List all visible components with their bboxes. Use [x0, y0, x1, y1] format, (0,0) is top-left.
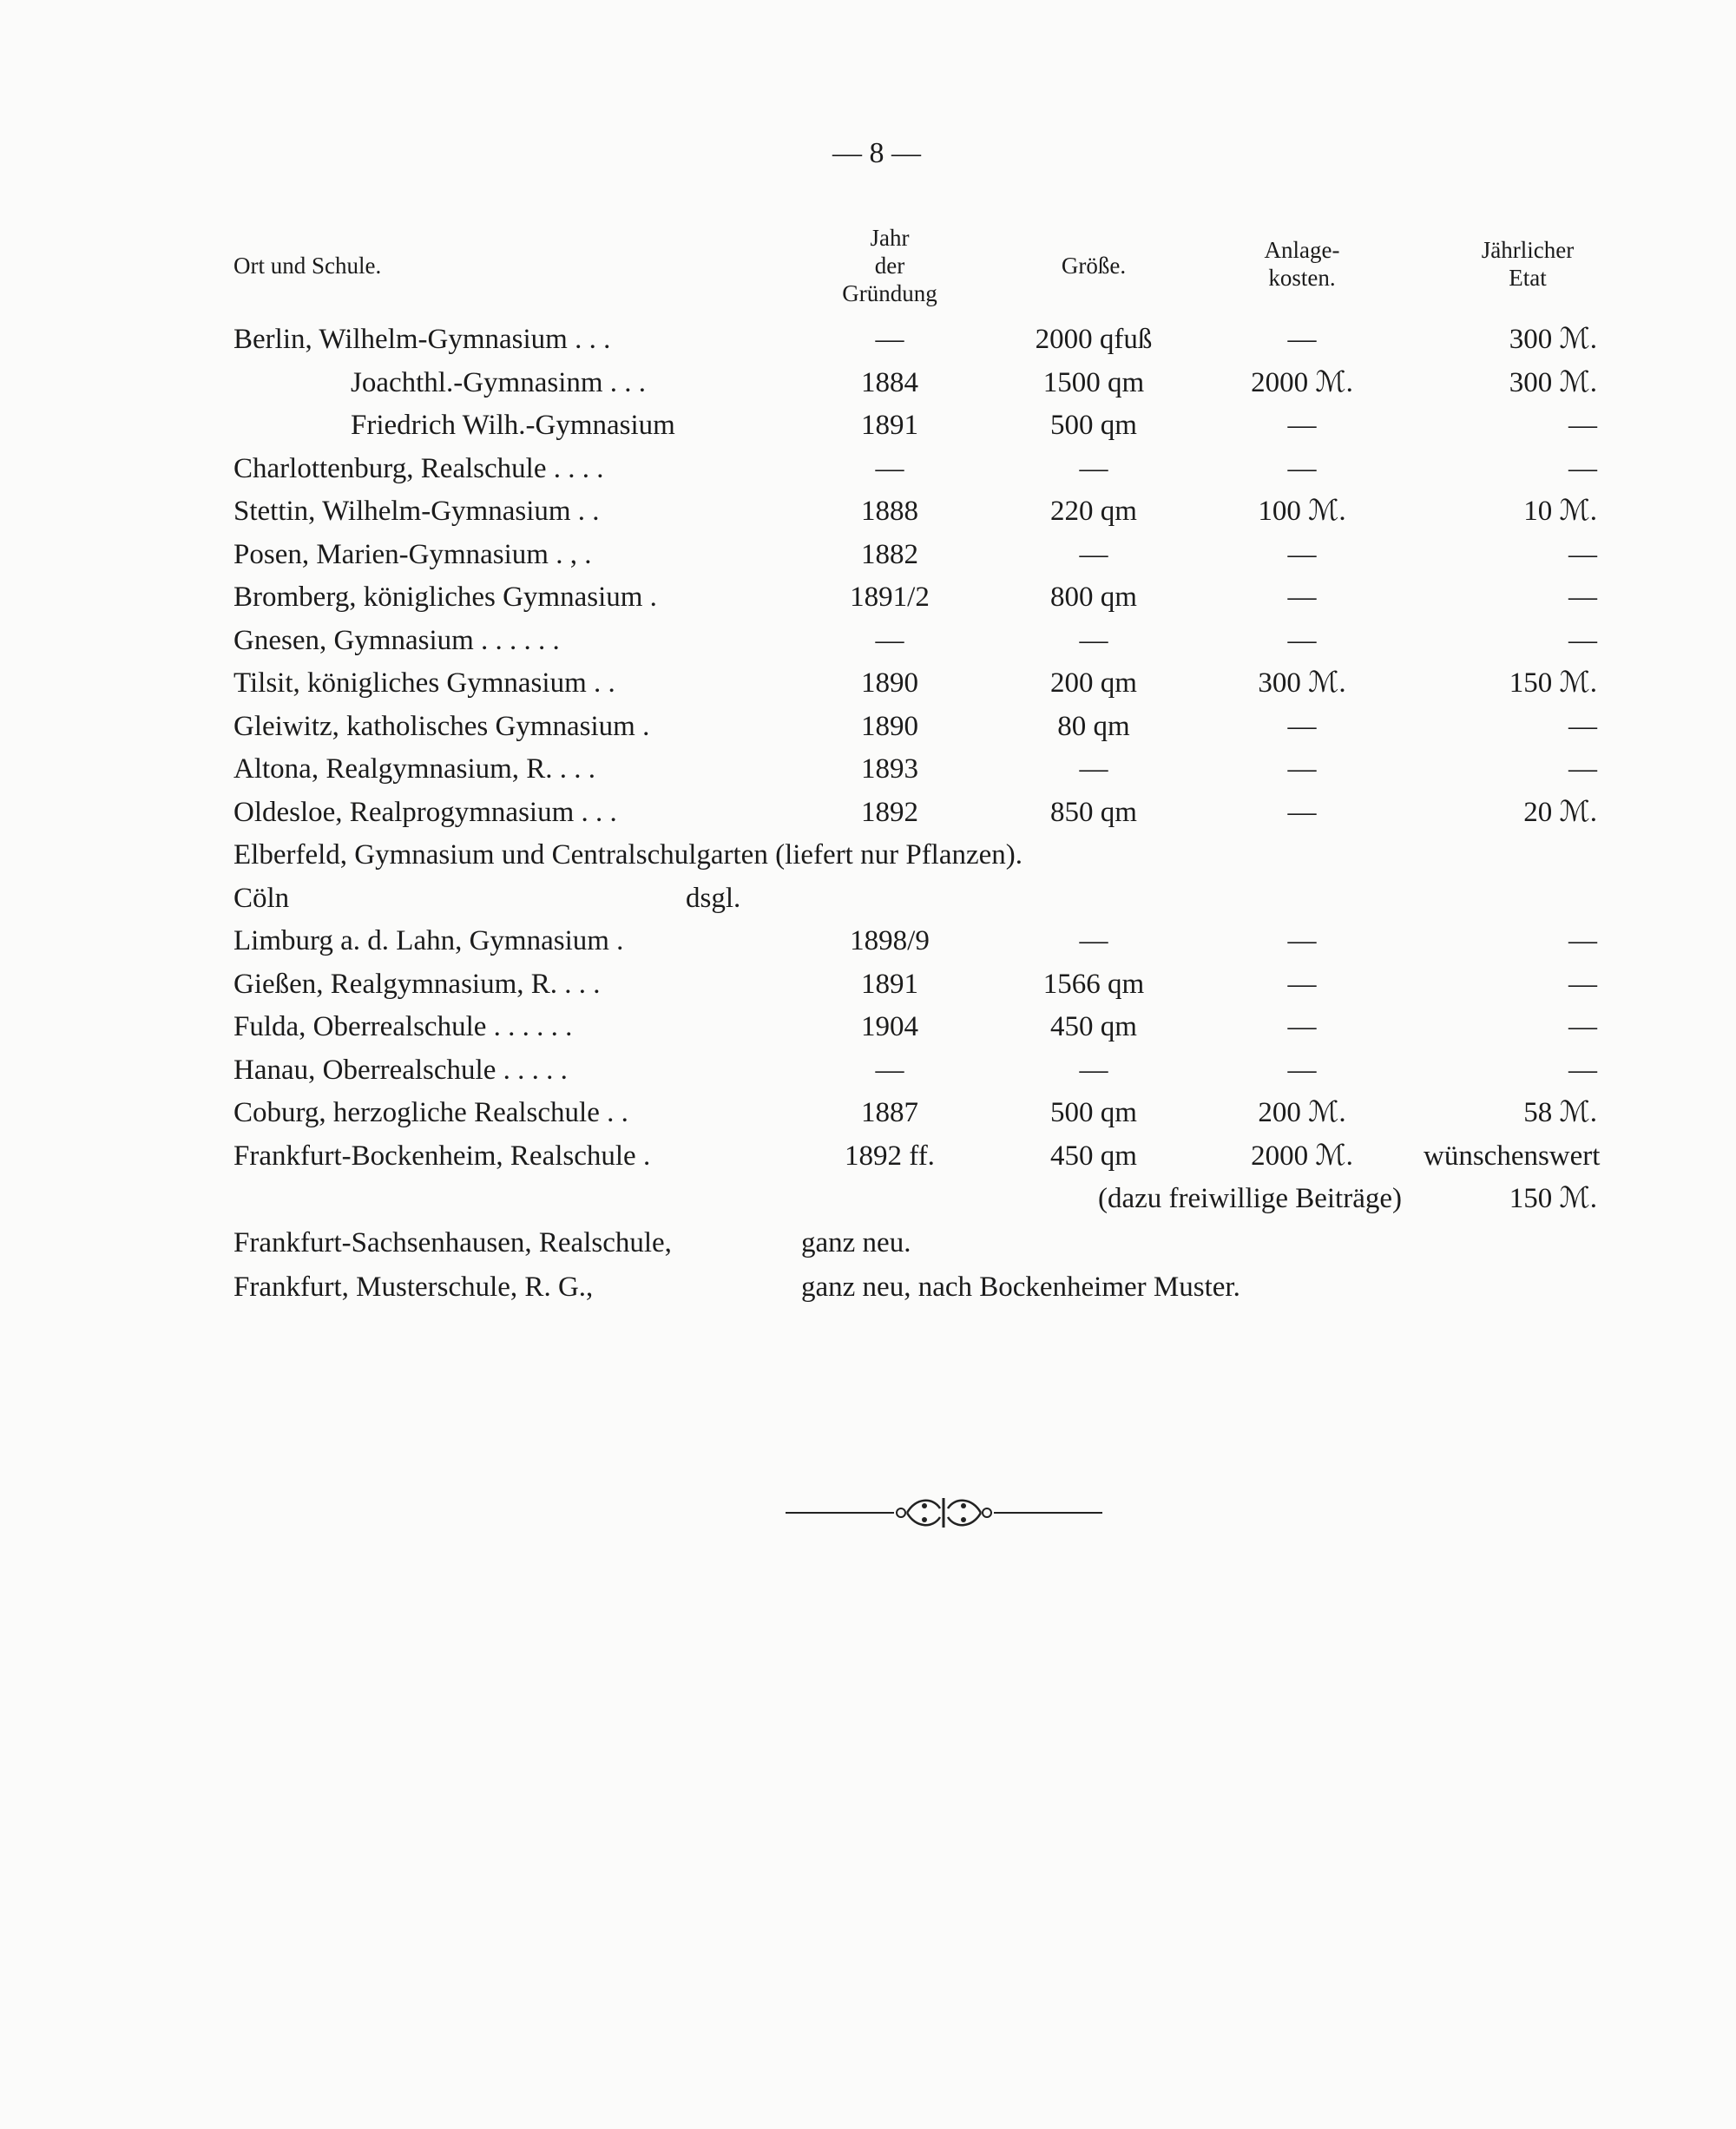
annual-budget: —: [1568, 410, 1597, 441]
header-year: Jahr der Gründung: [842, 225, 937, 306]
setup-cost: —: [1287, 1054, 1317, 1086]
ornament-divider-icon: [786, 1493, 1102, 1533]
founding-year: 1888: [861, 496, 918, 527]
annual-budget: —: [1568, 1011, 1597, 1042]
garden-size: 450 qm: [1050, 1011, 1137, 1042]
school-name: Posen, Marien-Gymnasium . , .: [233, 538, 592, 570]
school-name: Coburg, herzogliche Realschule . .: [233, 1097, 628, 1128]
school-note: ganz neu, nach Bockenheimer Muster.: [801, 1271, 1240, 1303]
setup-cost: —: [1287, 753, 1317, 785]
setup-cost: 100 ℳ.: [1258, 496, 1346, 527]
setup-cost: —: [1287, 710, 1317, 742]
garden-size: —: [1079, 925, 1108, 956]
school-name: Cöln: [233, 882, 290, 914]
annual-budget: —: [1568, 538, 1597, 570]
founding-year: 1893: [861, 753, 918, 785]
setup-cost: 300 ℳ.: [1258, 667, 1346, 699]
founding-year: 1904: [861, 1011, 918, 1042]
table-row: [0, 834, 1736, 876]
founding-year: 1890: [861, 710, 918, 742]
annual-budget: 300 ℳ.: [1509, 366, 1597, 398]
table-row: [0, 534, 1736, 575]
annual-budget: —: [1568, 624, 1597, 656]
table-row: [0, 748, 1736, 790]
school-name: Gnesen, Gymnasium . . . . . .: [233, 624, 560, 656]
garden-size: 1566 qm: [1042, 968, 1145, 1000]
garden-size: 220 qm: [1050, 496, 1137, 527]
founding-year: 1891: [861, 968, 918, 1000]
school-name: Gleiwitz, katholisches Gymnasium .: [233, 710, 650, 742]
school-name: Limburg a. d. Lahn, Gymnasium .: [233, 925, 624, 956]
school-name: Berlin, Wilhelm-Gymnasium . . .: [233, 324, 611, 355]
note-row: [0, 1266, 1736, 1308]
setup-cost: —: [1287, 410, 1317, 441]
garden-size: —: [1079, 624, 1108, 656]
setup-cost: —: [1287, 968, 1317, 1000]
table-row: [0, 1049, 1736, 1091]
setup-cost: —: [1287, 324, 1317, 355]
annual-budget: 10 ℳ.: [1523, 496, 1597, 527]
table-row: [0, 963, 1736, 1005]
page-number: — 8 —: [832, 137, 921, 169]
garden-size: 80 qm: [1057, 710, 1130, 742]
row-span-text: Elberfeld, Gymnasium und Centralschulgarten (liefert nur Pflanzen).: [233, 839, 1023, 871]
founding-year: 1891: [861, 410, 918, 441]
table-row: [0, 448, 1736, 490]
annual-budget: 300 ℳ.: [1509, 324, 1597, 355]
extra-note: (dazu freiwillige Beiträge): [1098, 1183, 1402, 1214]
table-row: [0, 576, 1736, 618]
annual-budget: —: [1568, 582, 1597, 613]
founding-year: —: [875, 1054, 904, 1086]
table-row: [0, 877, 1736, 919]
school-name: Joachthl.-Gymnasinm . . .: [351, 366, 647, 398]
founding-year: 1892 ff.: [845, 1140, 935, 1172]
annual-budget: —: [1568, 1054, 1597, 1086]
founding-year: —: [875, 624, 904, 656]
ditto-mark: dsgl.: [686, 882, 741, 914]
table-row: [0, 1092, 1736, 1133]
founding-year: 1890: [861, 667, 918, 699]
founding-year: —: [875, 324, 904, 355]
table-row: [0, 1135, 1736, 1177]
table-row: [0, 319, 1736, 360]
school-name: Tilsit, königliches Gymnasium . .: [233, 667, 615, 699]
founding-year: 1898/9: [850, 925, 930, 956]
header-size: Größe.: [1061, 253, 1127, 279]
school-name: Charlottenburg, Realschule . . . .: [233, 452, 604, 484]
table-row: [0, 792, 1736, 833]
school-name: Frankfurt-Sachsenhausen, Realschule,: [233, 1227, 672, 1258]
school-name: Fulda, Oberrealschule . . . . . .: [233, 1011, 573, 1042]
setup-cost: 2000 ℳ.: [1251, 1140, 1353, 1172]
annual-budget: —: [1568, 753, 1597, 785]
table-row: [0, 362, 1736, 404]
annual-budget: wünschenswert: [1424, 1140, 1601, 1172]
school-name: Bromberg, königliches Gymnasium .: [233, 582, 657, 613]
setup-cost: —: [1287, 925, 1317, 956]
garden-size: 500 qm: [1050, 1097, 1137, 1128]
founding-year: 1892: [861, 796, 918, 828]
school-name: Friedrich Wilh.-Gymnasium: [351, 410, 675, 441]
setup-cost: 2000 ℳ.: [1251, 366, 1353, 398]
garden-size: 850 qm: [1050, 796, 1137, 828]
annual-budget: 20 ℳ.: [1523, 796, 1597, 828]
setup-cost: —: [1287, 538, 1317, 570]
founding-year: 1891/2: [850, 582, 930, 613]
setup-cost: —: [1287, 624, 1317, 656]
annual-budget: 150 ℳ.: [1509, 1183, 1597, 1214]
annual-budget: —: [1568, 968, 1597, 1000]
school-name: Stettin, Wilhelm-Gymnasium . .: [233, 496, 600, 527]
table-row: [0, 920, 1736, 962]
garden-size: 800 qm: [1050, 582, 1137, 613]
school-name: Hanau, Oberrealschule . . . . .: [233, 1054, 568, 1086]
setup-cost: 200 ℳ.: [1258, 1097, 1346, 1128]
school-name: Oldesloe, Realprogymnasium . . .: [233, 796, 617, 828]
table-row: [0, 1178, 1736, 1219]
header-place: Ort und Schule.: [233, 253, 382, 279]
table-row: [0, 404, 1736, 446]
annual-budget: —: [1568, 452, 1597, 484]
table-row: [0, 620, 1736, 661]
note-row: [0, 1222, 1736, 1264]
header-budget: Jährlicher Etat: [1481, 237, 1575, 291]
garden-size: 500 qm: [1050, 410, 1137, 441]
annual-budget: —: [1568, 925, 1597, 956]
setup-cost: —: [1287, 1011, 1317, 1042]
school-name: Frankfurt, Musterschule, R. G.,: [233, 1271, 594, 1303]
garden-size: —: [1079, 753, 1108, 785]
founding-year: —: [875, 452, 904, 484]
founding-year: 1887: [861, 1097, 918, 1128]
garden-size: 450 qm: [1050, 1140, 1137, 1172]
setup-cost: —: [1287, 582, 1317, 613]
annual-budget: 58 ℳ.: [1523, 1097, 1597, 1128]
table-row: [0, 662, 1736, 704]
annual-budget: 150 ℳ.: [1509, 667, 1597, 699]
garden-size: 1500 qm: [1042, 366, 1145, 398]
school-name: Gießen, Realgymnasium, R. . . .: [233, 968, 601, 1000]
annual-budget: —: [1568, 710, 1597, 742]
table-row: [0, 1006, 1736, 1048]
school-note: ganz neu.: [801, 1227, 911, 1258]
table-row: [0, 706, 1736, 747]
garden-size: —: [1079, 538, 1108, 570]
founding-year: 1882: [861, 538, 918, 570]
school-name: Altona, Realgymnasium, R. . . .: [233, 753, 596, 785]
header-cost: Anlage- kosten.: [1264, 237, 1340, 291]
school-name: Frankfurt-Bockenheim, Realschule .: [233, 1140, 651, 1172]
garden-size: 200 qm: [1050, 667, 1137, 699]
garden-size: —: [1079, 452, 1108, 484]
garden-size: 2000 qfuß: [1035, 324, 1153, 355]
table-row: [0, 490, 1736, 532]
setup-cost: —: [1287, 452, 1317, 484]
garden-size: —: [1079, 1054, 1108, 1086]
setup-cost: —: [1287, 796, 1317, 828]
founding-year: 1884: [861, 366, 918, 398]
